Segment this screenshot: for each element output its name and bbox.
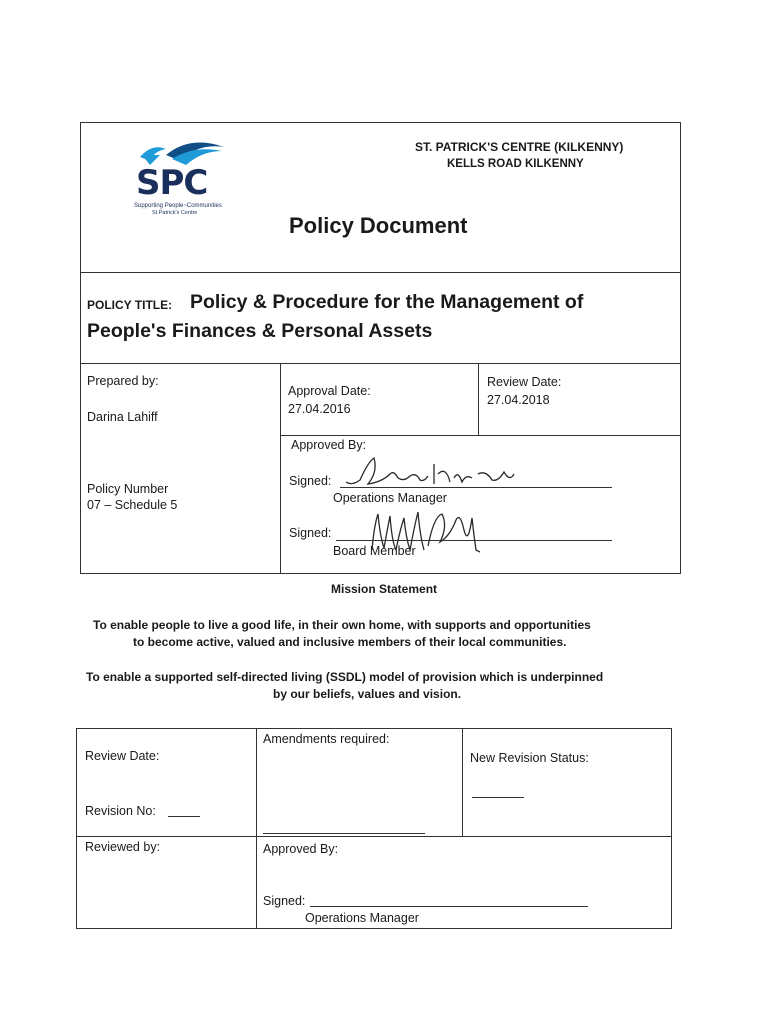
- signer-role-1: Operations Manager: [333, 491, 447, 505]
- policy-title-line2: People's Finances & Personal Assets: [87, 320, 433, 342]
- doc-type-title: Policy Document: [289, 213, 468, 238]
- prepared-by-value: Darina Lahiff: [87, 410, 158, 424]
- rev-amendments-blank: [263, 833, 425, 834]
- review-date-label: Review Date:: [487, 375, 562, 389]
- signed-label-2: Signed:: [289, 526, 332, 540]
- signer-role-2: Board Member: [333, 544, 416, 558]
- review-date-value: 27.04.2018: [487, 393, 550, 407]
- rev-revision-no-label: Revision No:: [85, 804, 156, 818]
- policy-number-label: Policy Number: [87, 482, 169, 496]
- mission-para2-line2: by our beliefs, values and vision.: [273, 687, 462, 701]
- mission-para1-line1: To enable people to live a good life, in their own home, with supports and opportunities: [93, 618, 591, 632]
- signature-operations-manager: [338, 452, 538, 492]
- signed-label-1: Signed:: [289, 474, 332, 488]
- rev-signed-label: Signed:: [263, 894, 306, 908]
- rev-signature-line: [310, 906, 588, 907]
- policy-title-label: POLICY TITLE:: [87, 298, 173, 312]
- logo-tagline-2: St Patrick's Centre: [152, 210, 198, 216]
- info-hline: [280, 435, 681, 436]
- info-vline-2: [478, 363, 479, 436]
- org-address: KELLS ROAD KILKENNY: [447, 158, 584, 170]
- approval-date-value: 27.04.2016: [288, 402, 351, 416]
- rev-review-date-label: Review Date:: [85, 749, 160, 763]
- mission-para1-line2: to become active, valued and inclusive members of their local communities.: [133, 635, 567, 649]
- policy-title-line1: Policy & Procedure for the Management of: [190, 291, 584, 313]
- policy-title-box: [80, 272, 681, 364]
- org-name: ST. PATRICK'S CENTRE (KILKENNY): [415, 140, 624, 154]
- approved-by-label: Approved By:: [291, 438, 367, 452]
- policy-number-value: 07 – Schedule 5: [87, 498, 178, 512]
- spc-logo: [132, 135, 232, 225]
- info-vline-1: [280, 363, 281, 574]
- rev-hline: [76, 836, 672, 837]
- rev-revision-no-blank: [168, 816, 200, 817]
- rev-amendments-label: Amendments required:: [263, 732, 390, 746]
- mission-heading: Mission Statement: [331, 582, 438, 596]
- rev-vline-1: [256, 728, 257, 929]
- logo-text: SPC: [136, 163, 208, 203]
- mission-para2-line1: To enable a supported self-directed living (SSDL) model of provision which is underpinned: [86, 670, 604, 684]
- rev-reviewed-by-label: Reviewed by:: [85, 840, 161, 854]
- rev-new-status-blank: [472, 797, 524, 798]
- rev-approved-by-label: Approved By:: [263, 842, 339, 856]
- logo-tagline-1: Supporting People~Communities: [134, 203, 222, 209]
- signature-board-member: [364, 506, 494, 560]
- rev-signer-role: Operations Manager: [305, 911, 419, 925]
- prepared-by-label: Prepared by:: [87, 374, 159, 388]
- approval-date-label: Approval Date:: [288, 384, 371, 398]
- rev-vline-2: [462, 728, 463, 837]
- rev-new-status-label: New Revision Status:: [470, 751, 589, 765]
